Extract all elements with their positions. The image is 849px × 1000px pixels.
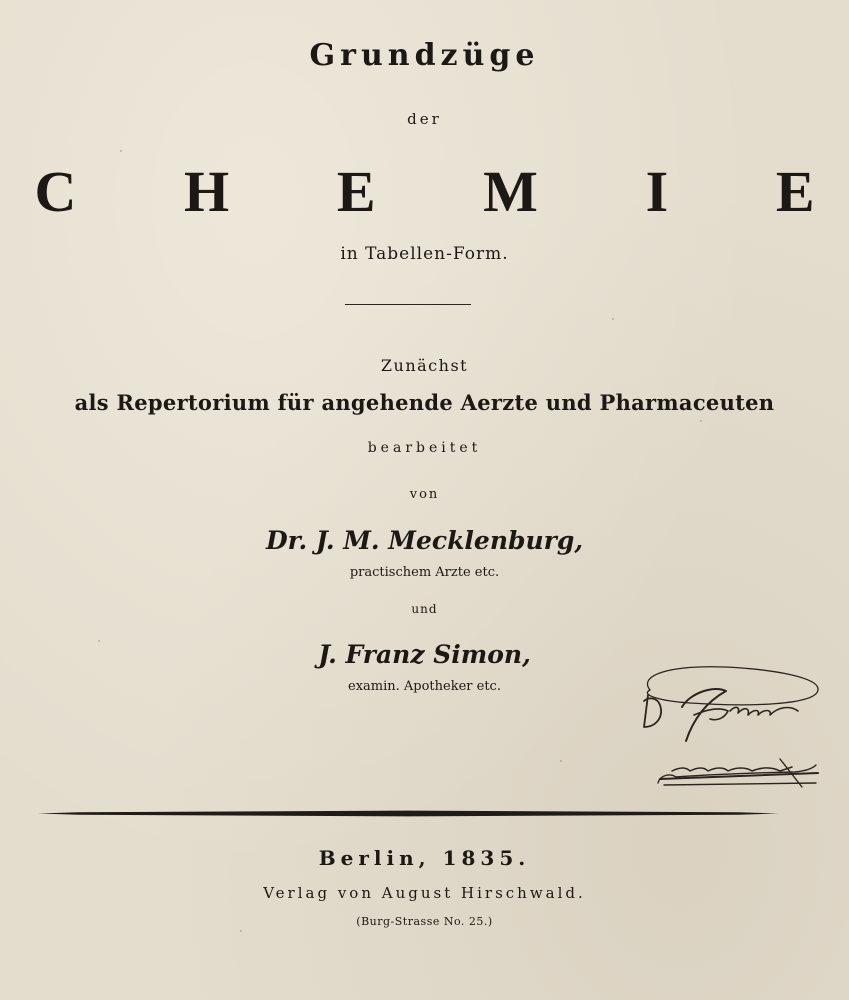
author-title: examin. Apotheker etc. bbox=[348, 679, 501, 694]
author-name: Dr. J. M. Mecklenburg, bbox=[265, 526, 584, 555]
imprint-address: (Burg-Strasse No. 25.) bbox=[356, 915, 493, 928]
handwritten-signature bbox=[630, 655, 825, 805]
imprint-publisher: Verlag von August Hirschwald. bbox=[263, 884, 586, 902]
paper-speck bbox=[240, 930, 242, 932]
title-article: der bbox=[407, 110, 442, 128]
author-name: J. Franz Simon, bbox=[318, 640, 531, 669]
purpose-line: als Repertorium für angehende Aerzte und Pharmaceuten bbox=[74, 390, 775, 415]
by-label: von bbox=[409, 487, 440, 502]
subject-letter: E bbox=[775, 159, 815, 224]
subject-title bbox=[0, 158, 849, 225]
edited-label: bearbeitet bbox=[367, 440, 482, 456]
subject-letter: I bbox=[645, 159, 669, 224]
subject-letters bbox=[35, 158, 815, 225]
paper-speck bbox=[700, 420, 702, 422]
subject-letter: E bbox=[336, 159, 376, 224]
thick-divider bbox=[38, 810, 778, 817]
paper-speck bbox=[560, 760, 562, 762]
purpose-lead: Zunächst bbox=[380, 356, 469, 375]
subject-letter: H bbox=[184, 159, 230, 224]
imprint-place-year: Berlin, 1835. bbox=[318, 846, 531, 870]
subject-letter: C bbox=[34, 159, 77, 224]
subject-letter: M bbox=[483, 159, 538, 224]
title-main: Grundzüge bbox=[309, 38, 540, 73]
short-divider bbox=[345, 304, 471, 305]
and-label: und bbox=[411, 602, 438, 616]
paper-speck bbox=[120, 150, 122, 152]
paper-speck bbox=[612, 318, 614, 320]
form-subtitle: in Tabellen-Form. bbox=[340, 244, 509, 264]
author-title: practischem Arzte etc. bbox=[349, 565, 500, 580]
